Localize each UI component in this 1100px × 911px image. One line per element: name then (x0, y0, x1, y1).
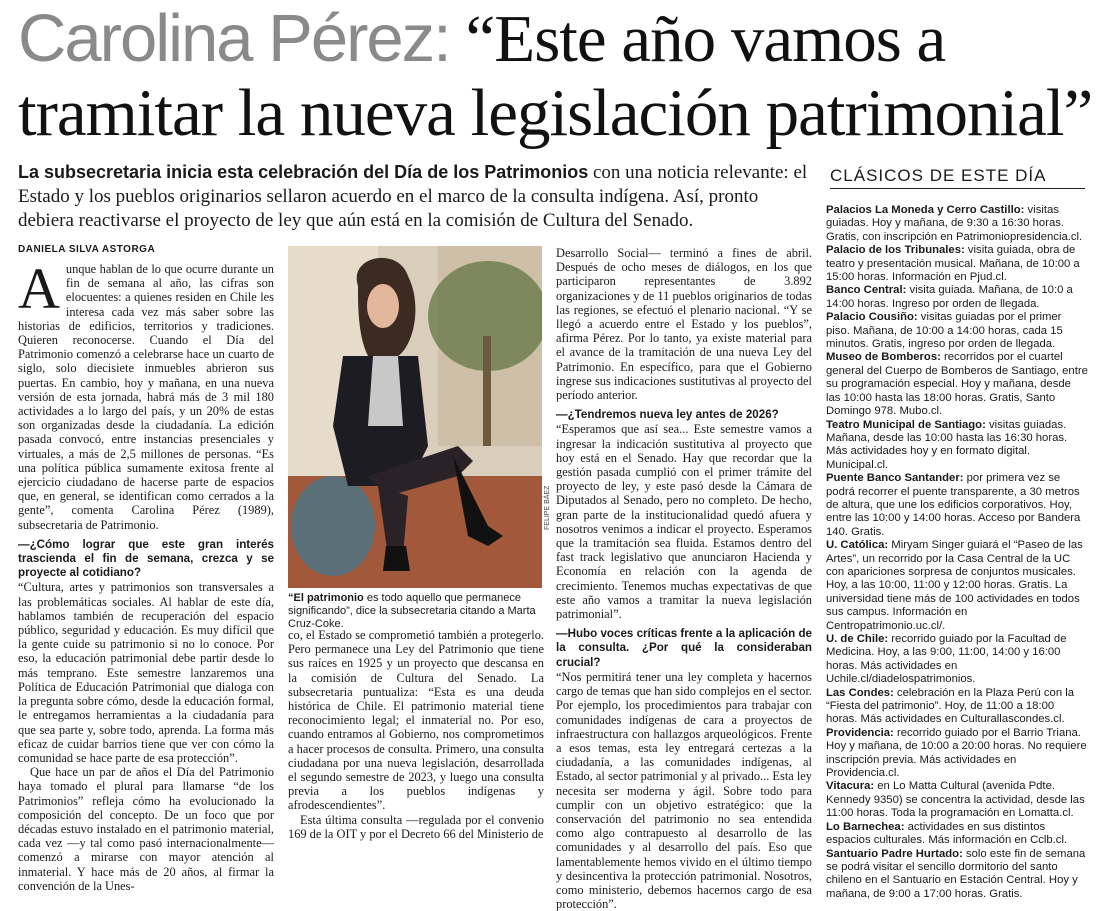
col3-question-2: —Hubo voces críticas frente a la aplicación de la consulta. ¿Por qué la consideraban crucial? (556, 627, 812, 669)
sidebar-list (826, 204, 1088, 901)
col1-paragraph-1 (18, 256, 274, 532)
entry-text: recorrido guiado por el Barrio Triana. Hoy y mañana, de 10:00 a 20:00 horas. No requiere inscripción previa. Más actividades en Providencia.cl. (826, 726, 1087, 780)
entry-name: Palacio de los Tribunales: (826, 244, 965, 257)
col1-p1-text: unque hablan de lo que ocurre durante un fin de semana al año, las cifras son elocuentes: a quienes residen en Chile les interesa cada vez más saber sobre las historias de edificios, territorios y tradiciones. Quieren reconocerse. Cuando el Día del Patrimonio comenzó a celebrarse hace un cuarto de siglo, solo diecisiete inmuebles abrieron sus puertas. En cambio, hoy y mañana, en una nueva versión de esta jornada, habrá más de 3 mil 180 actividades a lo largo del país, y un 20% de estas son organizadas desde la ciudadanía. La edición pasada convocó, entre instancias presenciales y virtuales, a más de 2,5 millones de personas. “Es una política pública sumamente exitosa frente al ejercicio ciudadano de hacerse parte de espacios que, en general, se identifican como cerrados a la gente”, comenta Carolina Pérez (1989), subsecretaria de Patrimonio. (18, 262, 274, 532)
entry-text: recorridos por el cuartel general del Cuerpo de Bomberos de Santiago, entre su programación especial. Hoy y mañana, desde las 10:00 hasta las 18:00 horas. Gratis, Santo Domingo 978. Mubo.cl. (826, 351, 1088, 418)
headline-name: Carolina Pérez: (18, 1, 450, 76)
photo-credit: FELIPE BÁEZ (544, 485, 551, 530)
lead-bold: La subsecretaria inicia esta celebración del Día de los Patrimonios (18, 162, 589, 182)
article-column-1 (18, 256, 274, 893)
entry-name: Banco Central: (826, 284, 907, 297)
sidebar-entry (826, 539, 1088, 633)
entry-name: Santuario Padre Hurtado: (826, 847, 963, 860)
sidebar-title: CLÁSICOS DE ESTE DÍA (830, 166, 1085, 189)
entry-text: visita guiada. Mañana, de 10:0 a 14:00 horas. Ingreso por orden de llegada. (826, 284, 1073, 310)
sidebar-entry (826, 204, 1088, 244)
entry-name: Palacios La Moneda y Cerro Castillo: (826, 204, 1025, 216)
photo-caption (288, 592, 544, 631)
sidebar-entry (826, 284, 1088, 311)
sidebar-entry (826, 244, 1088, 284)
sidebar-entry (826, 848, 1088, 902)
sidebar-entry (826, 780, 1088, 820)
headline-quote-line2: tramitar la nueva legislación patrimonial” (18, 76, 1093, 150)
col1-paragraph-2: “Cultura, artes y patrimonios son transversales a las problemáticas sociales. Al hablar de este día, hablamos también de recuperación del espacio público, seguridad y educación. Es muy difícil que la gente cuide su patrimonio si no lo conoce. Por eso, la educación patrimonial debe partir desde lo más temprano. Este semestre lanzaremos una Política de Educación Patrimonial que dialoga con la pregunta sobre cómo, desde la educación formal, le entregamos herramientas a la ciudadanía para que sea parte y, sobre todo, aprenda. La forma más eficaz de cuidar barrios tiene que ver con cómo la comunidad se hace parte de esa protección”. (18, 580, 274, 765)
sidebar-entry (826, 472, 1088, 539)
entry-name: Vitacura: (826, 780, 875, 793)
entry-text: en Lo Matta Cultural (avenida Pdte. Kennedy 9350) se concentra la actividad, desde las 11:00 horas. Toda la programación en Lomatta.cl. (826, 780, 1085, 820)
sidebar-entry (826, 351, 1088, 418)
sidebar-entry (826, 419, 1088, 473)
entry-text: visitas guiadas. Mañana, desde las 10:00 hasta las 16:30 horas. Más actividades hoy y en formato digital. Municipal.cl. (826, 418, 1068, 471)
col1-question: —¿Cómo lograr que este gran interés trascienda el fin de semana, crezca y se proyecte al cotidiano? (18, 537, 274, 580)
headline (18, 2, 1098, 150)
col3-paragraph-2: “Esperamos que así sea... Este semestre vamos a ingresar la indicación sustitutiva al proyecto que hoy está en el Senado. Hay que recordar que la gestión pasada cumplió con el primer trámite del proyecto de ley, y este pasó desde la Cámara de Diputados al Senado, pero no completo. De hecho, gran parte de la institucionalidad quedó afuera y nosotros venimos a indicar el proyecto. Esperamos que la tramitación sea fluida. Estamos dentro del fast track legislativo que anunciaron Hacienda y Economía en relación con la agenda de crecimiento. Tenemos muchas expectativas de que este año vamos a tramitar la nueva legislación patrimonial”. (556, 422, 812, 622)
col2-paragraph-2: Esta última consulta —regulada por el convenio 169 de la OIT y por el Decreto 66 del Ministerio de (288, 812, 544, 841)
entry-text: recorrido guiado por la Facultad de Medicina. Hoy, a las 9:00, 11:00, 14:00 y 16:00 horas. Más actividades en Uchile.cl/diadelospatrimonios. (826, 633, 1067, 686)
entry-name: Palacio Cousiño: (826, 311, 918, 324)
entry-name: Puente Banco Santander: (826, 472, 964, 485)
article-column-3 (556, 246, 812, 911)
entry-name: Lo Barnechea: (826, 820, 905, 833)
entry-text: solo este fin de semana se podrá visitar el sencillo dormitorio del santo chileno en el Santuario en Estación Central. Hoy y mañana, de 9:00 a 17:00 horas. Gratis. (826, 847, 1086, 900)
sidebar-entry (826, 727, 1088, 781)
portrait-photo (288, 246, 542, 588)
sidebar-entry (826, 821, 1088, 848)
caption-rest: es todo aquello que permanece significando”, dice la subsecretaria citando a Marta Cruz-Coke. (288, 592, 536, 630)
sidebar-entry (826, 687, 1088, 727)
article-column-2 (288, 628, 544, 841)
entry-name: Museo de Bomberos: (826, 351, 941, 364)
entry-text: celebración en la Plaza Perú con la “Fiesta del patrimonio”. Hoy, de 11:00 a 18:00 horas. Más actividades en Culturallascondes.cl. (826, 686, 1075, 726)
headline-quote-line1: “Este año vamos a (465, 2, 946, 76)
drop-cap: A (18, 256, 60, 321)
entry-text: Miryam Singer guiará el “Paseo de las Artes”, un recorrido por la Casa Central de la UC con apariciones sorpresa de conjuntos musicales. Hoy, a las 10:00, 11:00 y 12:00 horas. Gratis. La universidad tiene más de 100 actividades en todos sus campus. Información en Centropatrimonio.uc.cl/. (826, 539, 1083, 632)
caption-bold: “El patrimonio (288, 592, 364, 604)
lead-paragraph (18, 160, 818, 233)
entry-name: U. de Chile: (826, 633, 889, 645)
entry-text: visitas guiadas. Hoy y mañana, de 9:30 a 16:30 horas. Gratis, con inscripción en Patrimoniopresidencia.cl. (826, 204, 1083, 243)
entry-name: Providencia: (826, 726, 894, 739)
entry-text: por primera vez se podrá recorrer el puente transparente, a 30 metros de altura, que une los edificios corporativos. Hoy, entre las 10:00 y 14:00 horas. Acceso por Bandera 140. Gratis. (826, 472, 1081, 538)
entry-text: visitas guiadas por el primer piso. Mañana, de 10:00 a 14:00 horas, cada 15 minutos. Gratis, ingreso por orden de llegada. (826, 311, 1063, 351)
lead-rest: con una noticia relevante: el Estado y los pueblos originarios sellaron acuerdo en el marco de la consulta indígena. Así, pronto debiera reactivarse el proyecto de ley que aún está en la comisión de Cultura del Senado. (18, 162, 808, 231)
byline: DANIELA SILVA ASTORGA (18, 244, 156, 255)
col2-paragraph-1: co, el Estado se comprometió también a protegerlo. Pero permanece una Ley del Patrimonio que tiene sus raíces en 1925 y un proyecto que descansa en la comisión de Cultura del Senado. La subsecretaria puntualiza: “Esta es una deuda histórica de Chile. El patrimonio material tiene reconocimiento legal; el inmaterial no. Por eso, cuando entramos al Gobierno, nos comprometimos a hacer procesos de consulta. Primero, una consulta ciudadana por una nueva legislación, desarrollada el segundo semestre de 2023, y luego una consulta previa a los pueblos indígenas y afrodescendientes”. (288, 628, 544, 813)
entry-name: Las Condes: (826, 686, 894, 699)
col3-paragraph-3: “Nos permitirá tener una ley completa y hacernos cargo de temas que han sido complejos en el sector. Por ejemplo, los procedimientos para trabajar con comunidades indígenas de cara a proyectos de infraestructura con hallazgos arqueológicos. Frente a esos temas, esta ley entregará certezas a la ciudadanía, a las comunidades indígenas, al Estado, al sector patrimonial y al privado... Esta ley necesita ser moderna y ágil. Sobre todo para cumplir con un objetivo estratégico: que la conservación del patrimonio no sea entendida como algo contrapuesto al desarrollo de las comunidades y al desarrollo del país. Eso que lamentablemente hemos vivido en el último tiempo y desincentiva la protección patrimonial. Nosotros, como ministerio, debemos hacernos cargo de esa protección”. (556, 669, 812, 911)
entry-text: actividades en sus distintos espacios culturales. Más información en Cclb.cl. (826, 820, 1068, 847)
sidebar-entry (826, 311, 1088, 351)
sidebar-entry (826, 633, 1088, 687)
entry-text: visita guiada, obra de teatro y presentación musical. Mañana, de 10:00 a 15:00 horas. Información en Pjud.cl. (826, 244, 1080, 284)
col1-paragraph-3: Que hace un par de años el Día del Patrimonio haya tomado el plural para llamarse “de los Patrimonios” refleja cómo ha evolucionado la composición del concepto. De un foco que por décadas estuvo instalado en el patrimonio material, cada vez —y tal como pasó internacionalmente— comenzó a mirarse con mayor atención al inmaterial. Y hace más de 20 años, al firmar la convención de la Unes- (18, 765, 274, 893)
col3-question-1: —¿Tendremos nueva ley antes de 2026? (556, 408, 779, 422)
entry-name: Teatro Municipal de Santiago: (826, 418, 986, 431)
col3-paragraph-1: Desarrollo Social— terminó a fines de abril. Después de ocho meses de diálogos, en los que participaron representantes de 3.892 organizaciones y de 11 pueblos originarios de todas las regiones, se efectuó el plenario nacional. “Y se llegó a acuerdo entre el Estado y los pueblos”, afirma Pérez. Por lo tanto, ya existe material para el avance de la tramitación de una nueva Ley del Patrimonio. En específico, para que el Gobierno ingrese sus indicaciones sustitutivas al proyecto del período anterior. (556, 246, 812, 403)
entry-name: U. Católica: (826, 539, 889, 552)
portrait-illustration (288, 246, 542, 588)
